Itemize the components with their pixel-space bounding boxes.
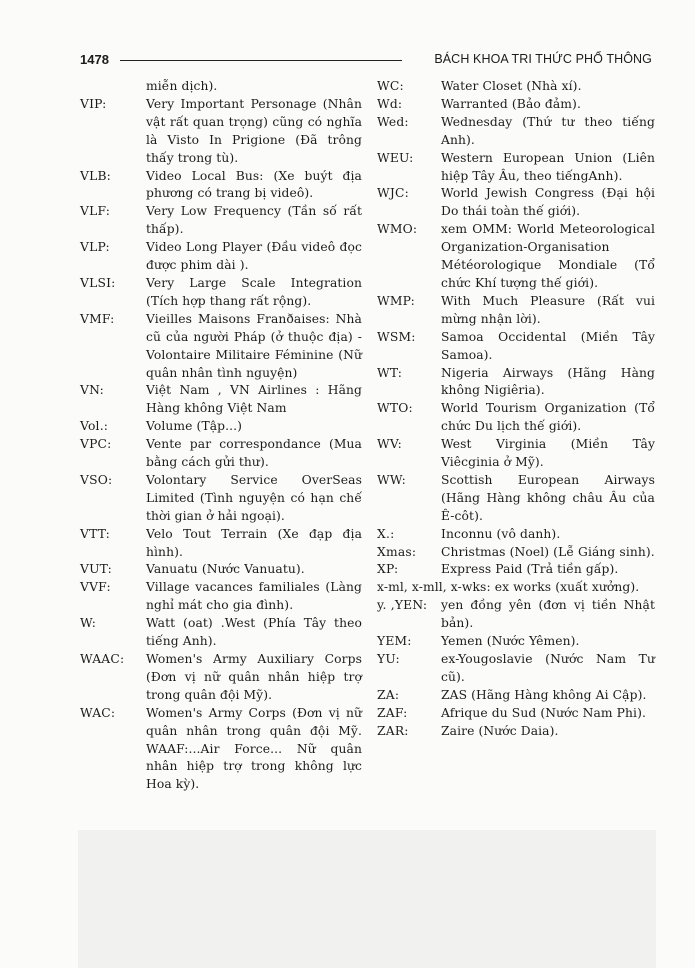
entry-abbreviation: WAAC: (80, 652, 125, 666)
glossary-entry (80, 579, 362, 615)
entry-abbreviation: WW: (377, 472, 406, 487)
entry-definition: Christmas (Noel) (Lễ Giáng sinh). (441, 544, 655, 559)
entry-abbreviation: WV: (377, 437, 403, 452)
entry-definition: Water Closet (Nhà xí). (441, 79, 582, 93)
glossary-entry (80, 651, 362, 705)
entry-definition: Volontary Service OverSeas Limited (Tình nguyện có hạn chế thời gian ở hải ngoại). (146, 472, 362, 523)
entry-abbreviation: y. ,YEN: (377, 598, 428, 613)
entry-definition: yen đồng yên (đơn vị tiền Nhật bản). (441, 598, 655, 631)
glossary-entry (377, 579, 655, 597)
entry-abbreviation: WMO: (377, 222, 418, 237)
entry-abbreviation: YEM: (377, 634, 412, 649)
entry-definition: Việt Nam , VN Airlines : Hãng Hàng không Việt Nam (146, 383, 362, 416)
entry-abbreviation: VUT: (80, 562, 112, 577)
glossary-entry (80, 526, 362, 562)
glossary-entry (80, 472, 362, 526)
entry-definition: Yemen (Nước Yêmen). (441, 634, 580, 649)
glossary-entry (377, 114, 655, 150)
glossary-entry (377, 78, 655, 96)
entry-abbreviation: VTT: (80, 526, 111, 541)
glossary-entry (80, 561, 362, 579)
glossary-entry (80, 78, 362, 96)
glossary-entry (80, 418, 362, 436)
entry-abbreviation: VIP: (80, 96, 107, 111)
glossary-entry (377, 705, 655, 723)
glossary-entry (80, 615, 362, 651)
glossary-entry (377, 150, 655, 186)
right-column (377, 78, 655, 741)
entry-abbreviation: ZAF: (377, 705, 408, 720)
entry-abbreviation: VLSI: (80, 275, 116, 290)
entry-abbreviation: ZA: (377, 687, 400, 702)
entry-definition: ZAS (Hãng Hàng không Ai Cập). (441, 687, 647, 702)
glossary-entry (377, 597, 655, 633)
entry-abbreviation: VPC: (80, 437, 112, 452)
glossary-entry (377, 221, 655, 293)
entry-definition: miễn dịch). (146, 79, 218, 93)
entry-definition: Scottish European Airways (Hãng Hàng không châu Âu của Ê-côt). (441, 472, 655, 523)
entry-abbreviation: VVF: (80, 580, 111, 595)
entry-definition: Warranted (Bảo đảm). (441, 96, 581, 111)
entry-definition: Women's Army Corps (Đơn vị nữ quân nhân trong quân đội Mỹ. WAAF:...Air Force... Nữ quân nhân hiệp trợ trong không lực Hoa kỳ). (146, 705, 362, 792)
entry-abbreviation: WTO: (377, 401, 413, 416)
entry-definition: Volume (Tập...) (146, 419, 243, 434)
glossary-entry (80, 203, 362, 239)
glossary-entry (377, 633, 655, 651)
glossary-entry (80, 96, 362, 168)
entry-definition: ex-Yougoslavie (Nước Nam Tư cũ). (441, 652, 655, 684)
entry-definition: World Tourism Organization (Tổ chức Du lịch thế giới). (441, 401, 655, 434)
entry-definition: Very Large Scale Integration (Tích hợp thang rất rộng). (146, 275, 362, 308)
entry-definition: Samoa Occidental (Miền Tây Samoa). (441, 329, 655, 362)
glossary-entry (80, 436, 362, 472)
glossary-entry (377, 185, 655, 221)
glossary-entry (80, 239, 362, 275)
glossary-entry (377, 526, 655, 544)
entry-definition: Afrique du Sud (Nước Nam Phi). (441, 705, 646, 720)
entry-definition: Zaire (Nước Daia). (441, 723, 559, 738)
entry-abbreviation: VLF: (80, 204, 111, 219)
book-title: BÁCH KHOA TRI THỨC PHỔ THÔNG (434, 52, 652, 66)
entry-abbreviation: YU: (377, 652, 400, 666)
entry-definition: Wednesday (Thứ tư theo tiếng Anh). (441, 114, 655, 147)
entry-abbreviation: VMF: (80, 311, 115, 326)
entry-abbreviation: VLB: (80, 168, 112, 183)
glossary-entry (377, 329, 655, 365)
entry-abbreviation: X.: (377, 526, 395, 541)
glossary-entry (377, 723, 655, 741)
entry-definition: Video Local Bus: (Xe buýt địa phương có trang bị videô). (146, 168, 362, 201)
entry-abbreviation: Wed: (377, 114, 409, 129)
glossary-entry (377, 561, 655, 579)
entry-abbreviation: Wd: (377, 96, 403, 111)
entry-definition: World Jewish Congress (Đại hội Do thái toàn thế giới). (441, 186, 655, 219)
entry-abbreviation: VSO: (80, 472, 113, 487)
entry-abbreviation: W: (80, 616, 97, 631)
entry-abbreviation: Vol.: (80, 419, 109, 434)
entry-definition: Video Long Player (Đầu videô đọc được phim dài ). (146, 240, 362, 273)
left-column (80, 78, 362, 794)
entry-definition: Vanuatu (Nước Vanuatu). (146, 562, 305, 577)
glossary-entry (377, 544, 655, 562)
entry-definition: West Virginia (Miền Tây Viêcginia ở Mỹ). (441, 437, 655, 470)
entry-abbreviation: WMP: (377, 293, 416, 308)
entry-definition: Vieilles Maisons Franðaises: Nhà cũ của người Pháp (ở thuộc địa) - Volontaire Militaire Féminine (Nữ quân nhân tình nguyện) (146, 311, 362, 380)
glossary-entry (377, 293, 655, 329)
entry-abbreviation: WEU: (377, 150, 414, 165)
entry-definition: Western European Union (Liên hiệp Tây Âu, theo tiếngAnh). (441, 150, 655, 183)
entry-definition: Inconnu (vô danh). (441, 526, 561, 541)
header-rule (120, 60, 402, 61)
glossary-entry (377, 365, 655, 401)
glossary-entry (377, 472, 655, 526)
entry-definition: Very Important Personage (Nhân vật rất quan trọng) cũng có nghĩa là Visto In Prigione (Đã trông thấy trong tù). (146, 96, 362, 165)
entry-definition: Nigeria Airways (Hãng Hàng không Nigiêria). (441, 365, 655, 398)
glossary-entry (377, 651, 655, 687)
entry-definition: x-ml, x-mll, x-wks: ex works (xuất xưởng). (377, 580, 640, 595)
entry-definition: Village vacances familiales (Làng nghỉ mát cho gia đình). (146, 580, 362, 613)
entry-abbreviation: Xmas: (377, 544, 417, 559)
entry-definition: Vente par correspondance (Mua bằng cách gửi thư). (146, 437, 362, 470)
entry-abbreviation: ZAR: (377, 723, 409, 738)
glossary-entry (80, 705, 362, 795)
entry-abbreviation: VLP: (80, 240, 110, 255)
glossary-entry (80, 168, 362, 204)
glossary-entry (377, 436, 655, 472)
running-header (80, 52, 652, 68)
entry-definition: With Much Pleasure (Rất vui mừng nhận lời). (441, 293, 655, 326)
glossary-entry (377, 687, 655, 705)
glossary-entry (377, 400, 655, 436)
glossary-entry (80, 275, 362, 311)
entry-definition: Women's Army Auxiliary Corps (Đơn vị nữ quân nhân hiệp trợ trong quân đội Mỹ). (146, 652, 362, 702)
entry-definition: Watt (oat) .West (Phía Tây theo tiếng Anh). (146, 616, 362, 649)
entry-abbreviation: WJC: (377, 186, 409, 201)
entry-abbreviation: XP: (377, 562, 399, 577)
glossary-entry (80, 382, 362, 418)
glossary-entry (377, 96, 655, 114)
entry-abbreviation: WSM: (377, 329, 416, 344)
entry-definition: Velo Tout Terrain (Xe đạp địa hình). (146, 526, 362, 559)
entry-abbreviation (80, 78, 146, 96)
entry-definition: Very Low Frequency (Tần số rất thấp). (146, 204, 362, 237)
entry-abbreviation: VN: (80, 383, 104, 398)
page-number: 1478 (80, 52, 109, 67)
entry-abbreviation: WC: (377, 79, 404, 93)
entry-abbreviation: WT: (377, 365, 403, 380)
page-shading (78, 830, 656, 968)
entry-definition: Express Paid (Trả tiền gấp). (441, 562, 619, 577)
glossary-entry (80, 311, 362, 383)
entry-abbreviation: WAC: (80, 705, 116, 720)
entry-definition: xem OMM: World Meteorological Organization-Organisation Météorologique Mondiale (Tổ chức Khí tượng thế giới). (441, 222, 655, 290)
